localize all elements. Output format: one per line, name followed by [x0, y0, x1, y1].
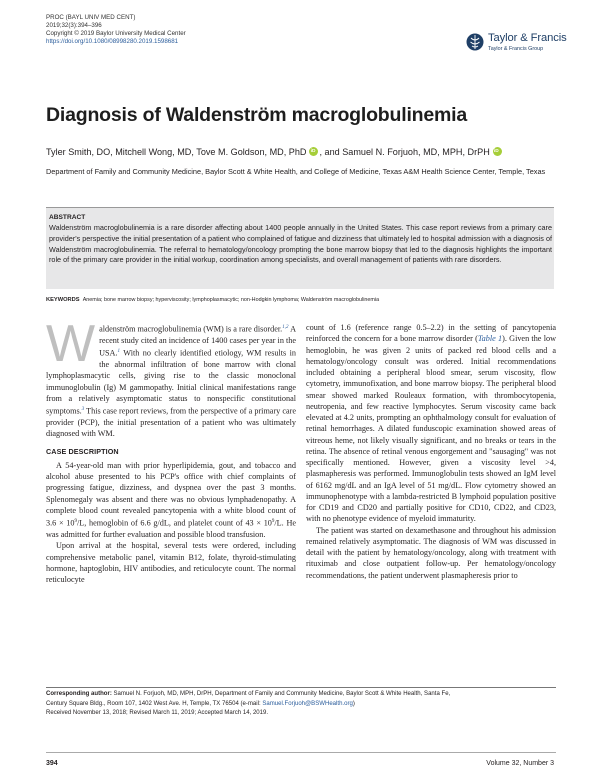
page-footer-divider — [46, 752, 556, 753]
footnote-divider — [46, 687, 556, 688]
page-number: 394 — [46, 760, 58, 767]
volume-info: Volume 32, Number 3 — [486, 760, 554, 767]
abstract-box — [46, 207, 554, 289]
author-3: Tove M. Goldson, MD, PhD — [196, 147, 307, 157]
keywords — [46, 296, 556, 304]
intro-paragraph: Waldenström macroglobulinemia (WM) is a rare disorder.$^{1,2}$ A recent study cited an incidence of 1400 cases per year in the USA.$^1$ With no clearly identified etiology, WM results in the abnormal infiltration of bone marrow with clonal lymphoplasmacytic cells, giving rise to the classic monoclonal immunoglobulin (Ig) M gammopathy. Initial clinical manifestations range from a relatively asymptomatic status to nonspecific constitutional symptoms.$^3$ This case report reviews, from the perspective of a primary care provider (PCP), the initial presentation of a patient who was ultimately diagnosed with WM. — [46, 315, 296, 439]
corresp-line-2: Century Square Bldg., Room 107, 1402 West Ave. H, Temple, TX 76504 (e-mail: Samuel.Forjuoh@BSWHealth.org) — [46, 700, 355, 707]
case-paragraph-2: Upon arrival at the hospital, several tests were ordered, including comprehensive metabolic panel, vitamin B12, folate, thyroid-stimulating hormone, haptoglobin, HIV antibodies, and reticulocyte count. The normal reticulocyte — [46, 541, 296, 585]
received-dates: Received November 13, 2018; Revised March 11, 2019; Accepted March 14, 2019. — [46, 710, 269, 717]
publisher-group: Taylor & Francis Group — [488, 46, 544, 52]
keywords-list: Anemia; bone marrow biopsy; hyperviscosity; lymphoplasmacytic; non-Hodgkin lymphoma; Waldenström macroglobulinemia — [82, 297, 380, 303]
section-heading-case: CASE DESCRIPTION — [46, 446, 119, 456]
citation-ref[interactable]: 1,2 — [282, 325, 289, 330]
author-list — [46, 147, 503, 157]
corresponding-author-note — [46, 690, 556, 719]
author-4: , and Samuel N. Forjuoh, MD, MPH, DrPH — [319, 147, 490, 157]
journal-name: PROC (BAYL UNIV MED CENT) — [46, 14, 136, 21]
email-link[interactable]: Samuel.Forjuoh@BSWHealth.org — [262, 700, 353, 707]
publisher-logo — [466, 29, 576, 57]
abstract-text: Waldenström macroglobulinemia is a rare disorder affecting about 1400 people annually in the United States. This case report reviews from a primary care provider's perspective the initial presentation of a patient who complained of fatigue and dizziness that ultimately led to hospital admission with a diagnosis of Waldenström macroglobulinemia. The referral to hematology/oncology prompting the bone marrow biopsy that led to the diagnosis highlights the important role of the primary care provider in the initial workup, coordination among specialists, and overall management of patients with rare disorders. — [49, 223, 552, 265]
body-column-left — [46, 315, 297, 585]
case-paragraph-1: A 54-year-old man with prior hyperlipidemia, gout, and tobacco and alcohol abuse presented to his PCP's office with chief complaints of progressing fatigue, dizziness, and dyspnea over the past 3 months. Splenomegaly was absent and there was no obvious lymphadenopathy. A complete blood count revealed pancytopenia with a white blood count of $3.6 \times 10^9/L$, hemoglobin of 6.6 g/dL, and platelet count of $43 \times 10^9/L$. He was admitted for further evaluation and possible blood transfusion. — [46, 460, 297, 540]
drop-cap: W — [46, 315, 96, 373]
copyright-line: Copyright © 2019 Baylor University Medical Center — [46, 30, 186, 38]
abstract-heading: ABSTRACT — [49, 214, 86, 221]
body-column-right — [306, 322, 556, 581]
corresp-line-1: Corresponding author: Samuel N. Forjuoh, MD, MPH, DrPH, Department of Family and Community Medicine, Baylor Scott & White Health, Santa Fe, — [46, 691, 451, 697]
doi-link[interactable]: https://doi.org/10.1080/08998280.2019.1598681 — [46, 38, 179, 46]
affiliation: Department of Family and Community Medicine, Baylor Scott & White Health, and College of Medicine, Texas A&M Health Science Center, Temple, Texas — [46, 167, 546, 176]
article-title: Diagnosis of Waldenström macroglobulinemia — [46, 104, 468, 126]
author-1: Tyler Smith, DO, — [46, 147, 113, 157]
table-link[interactable]: Table 1 — [477, 334, 503, 344]
taylor-francis-icon — [466, 33, 484, 51]
author-2: Mitchell Wong, MD, — [115, 147, 194, 157]
keywords-label: KEYWORDS — [46, 297, 80, 303]
orcid-icon[interactable] — [309, 147, 318, 156]
case-paragraph-4: The patient was started on dexamethasone and throughout his admission remained relatively asymptomatic. The diagnosis of WM was discussed in detail with the patient by hematology/oncology, along with treatment with rituximab and close outpatient follow-up. Per hematology/oncology recommendations, the patient underwent plasmapheresis prior to — [306, 525, 556, 580]
publisher-name: Taylor & Francis — [488, 32, 567, 44]
journal-pages: 2019;32(3):394–396 — [46, 22, 102, 30]
case-paragraph-3: count of 1.6 (reference range 0.5–2.2) in the setting of pancytopenia reinforced the concern for a bone marrow disorder (Table 1). Given the low hemoglobin, he was given 2 units of packed red blood cells and a hematology/oncology consult was ordered. Initial recommendations included obtaining a peripheral blood smear, serum viscosity, flow cytometry, immunofixation, and bone marrow biopsy. The peripheral blood smear showed marked Rouleaux formation, with thrombocytopenia, neutropenia, and few reactive lymphocytes. Serum viscosity came back elevated at 4.2 units, prompting an ophthalmology consult for evaluation of retinal hemorrhages. A dilated funduscopic examination showed areas of vitreous heme, not likely visually significant, and no breaks or tears in the retina. The absence of retinal venous engorgement and "sausaging" was not specifically mentioned. However, given a viscosity level >4, plasmapheresis was performed. Immunoglobulin tests showed an IgM level of 6162 mg/dL and an IgA level of 51 mg/dL. Flow cytometry showed an immunophenotype with a lambda-restricted B lymphoid population positive for CD19 and CD20 and partially positive for CD10, CD22, and CD23, with no phenotype evidence of myeloid immaturity. — [306, 323, 556, 524]
citation-ref[interactable]: 1 — [117, 349, 121, 355]
journal-header — [46, 14, 186, 46]
citation-ref[interactable]: 3 — [81, 407, 85, 413]
orcid-icon[interactable] — [493, 147, 502, 156]
